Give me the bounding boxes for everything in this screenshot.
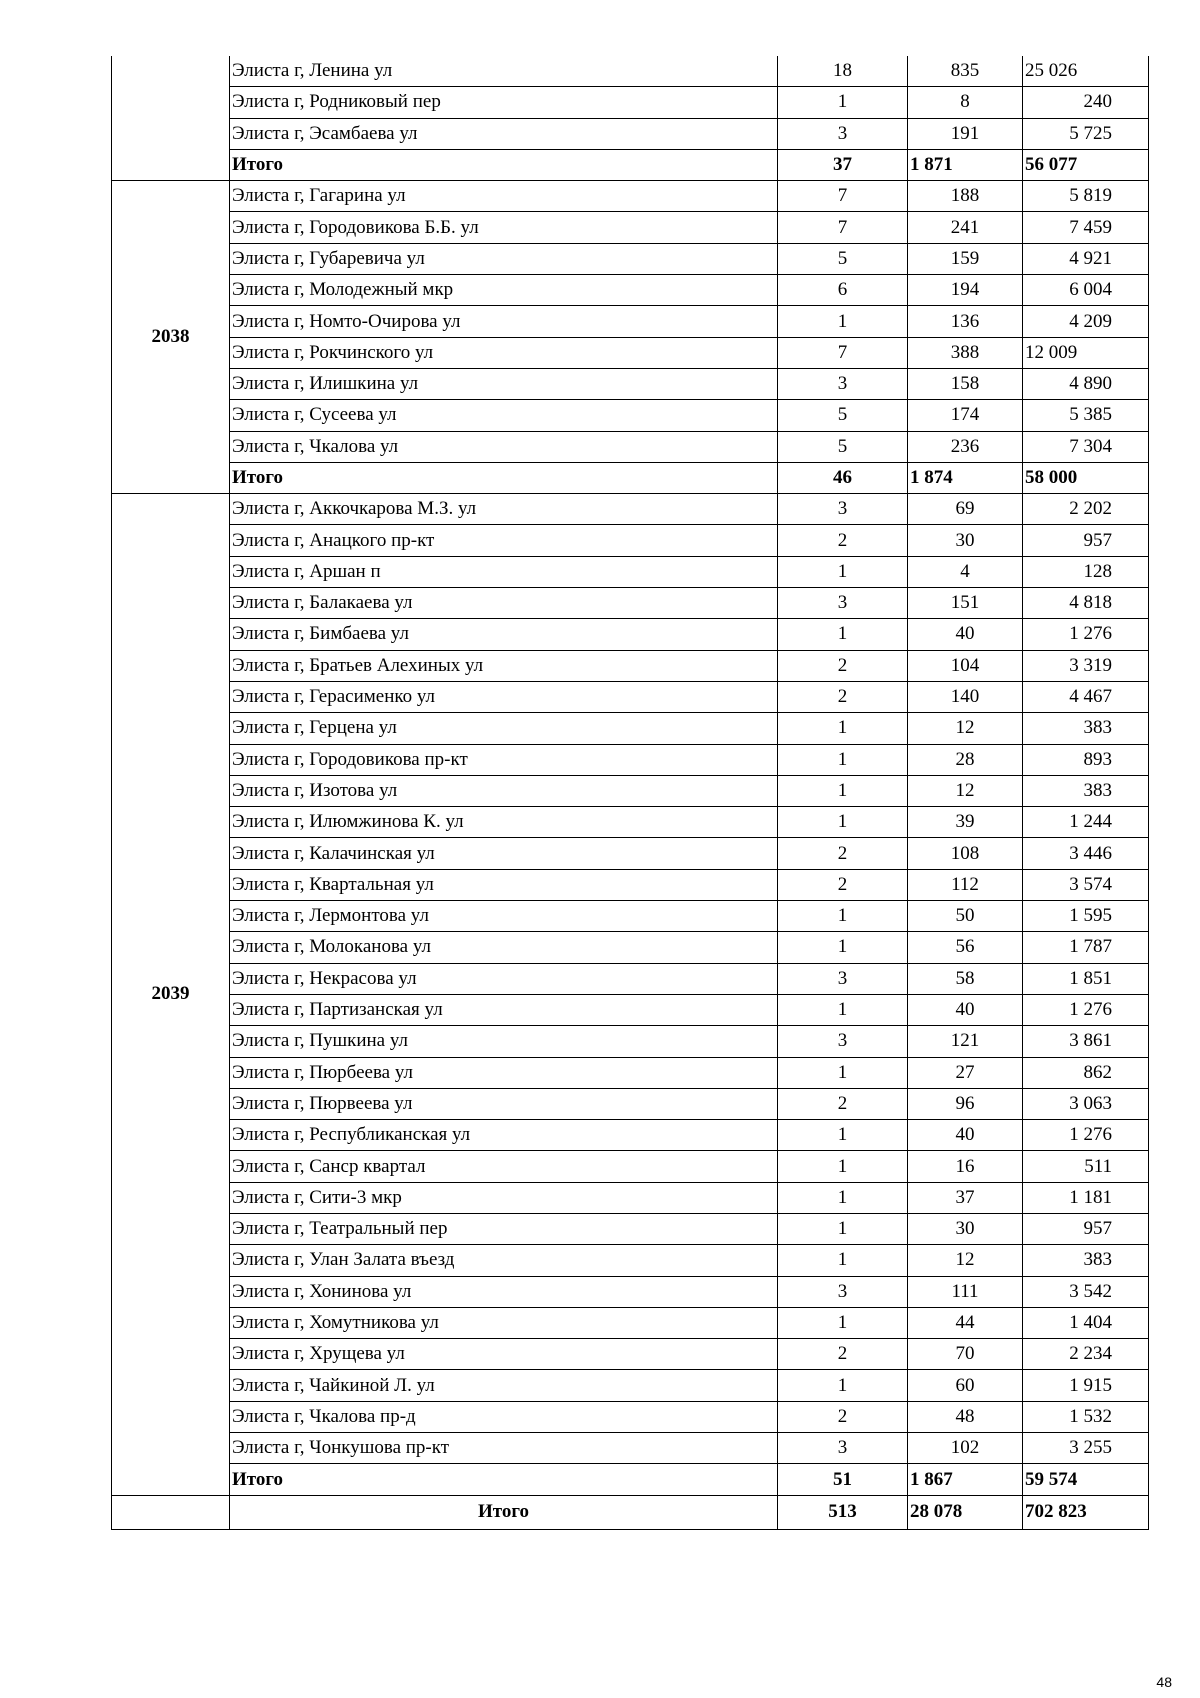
address-cell: Элиста г, Сити-3 мкр [230, 1182, 778, 1213]
value-cell: 151 [908, 588, 1023, 619]
amount-cell: 240 [1023, 87, 1149, 118]
count-cell: 2 [778, 525, 908, 556]
value-cell: 28 [908, 744, 1023, 775]
value-cell: 112 [908, 869, 1023, 900]
amount-cell: 4 209 [1023, 306, 1149, 337]
count-cell: 3 [778, 1276, 908, 1307]
table-row [112, 1370, 1149, 1401]
count-cell: 3 [778, 118, 908, 149]
subtotal-amount: 56 077 [1023, 149, 1149, 180]
amount-cell: 1 851 [1023, 963, 1149, 994]
value-cell: 835 [908, 56, 1023, 87]
address-cell: Элиста г, Городовикова пр-кт [230, 744, 778, 775]
count-cell: 1 [778, 1057, 908, 1088]
value-cell: 12 [908, 775, 1023, 806]
address-cell: Элиста г, Хрущева ул [230, 1339, 778, 1370]
value-cell: 174 [908, 400, 1023, 431]
count-cell: 1 [778, 1151, 908, 1182]
value-cell: 102 [908, 1433, 1023, 1464]
value-cell: 44 [908, 1307, 1023, 1338]
amount-cell: 1 181 [1023, 1182, 1149, 1213]
grand-total-value: 28 078 [908, 1495, 1023, 1529]
table-row [112, 619, 1149, 650]
amount-cell: 383 [1023, 713, 1149, 744]
value-cell: 12 [908, 1245, 1023, 1276]
address-cell: Элиста г, Санср квартал [230, 1151, 778, 1182]
subtotal-value: 1 867 [908, 1464, 1023, 1495]
address-cell: Элиста г, Городовикова Б.Б. ул [230, 212, 778, 243]
amount-cell: 3 861 [1023, 1026, 1149, 1057]
address-cell: Элиста г, Илюмжинова К. ул [230, 807, 778, 838]
count-cell: 7 [778, 181, 908, 212]
address-cell: Элиста г, Пюрвеева ул [230, 1088, 778, 1119]
amount-cell: 2 234 [1023, 1339, 1149, 1370]
count-cell: 3 [778, 1433, 908, 1464]
value-cell: 48 [908, 1401, 1023, 1432]
count-cell: 7 [778, 212, 908, 243]
table-row [112, 1307, 1149, 1338]
address-cell: Элиста г, Номто-Очирова ул [230, 306, 778, 337]
amount-cell: 1 276 [1023, 994, 1149, 1025]
value-cell: 56 [908, 932, 1023, 963]
count-cell: 2 [778, 681, 908, 712]
value-cell: 70 [908, 1339, 1023, 1370]
amount-cell: 1 404 [1023, 1307, 1149, 1338]
count-cell: 18 [778, 56, 908, 87]
table-row [112, 1213, 1149, 1244]
table-row [112, 212, 1149, 243]
value-cell: 191 [908, 118, 1023, 149]
value-cell: 158 [908, 368, 1023, 399]
table-row [112, 368, 1149, 399]
subtotal-row [112, 149, 1149, 180]
table-row [112, 1401, 1149, 1432]
table-row [112, 1182, 1149, 1213]
address-cell: Элиста г, Родниковый пер [230, 87, 778, 118]
count-cell: 3 [778, 588, 908, 619]
count-cell: 2 [778, 1401, 908, 1432]
amount-cell: 3 063 [1023, 1088, 1149, 1119]
amount-cell: 1 595 [1023, 901, 1149, 932]
address-cell: Элиста г, Герасименко ул [230, 681, 778, 712]
count-cell: 1 [778, 744, 908, 775]
amount-cell: 3 255 [1023, 1433, 1149, 1464]
year-cell [112, 56, 230, 181]
address-cell: Элиста г, Чонкушова пр-кт [230, 1433, 778, 1464]
value-cell: 40 [908, 1120, 1023, 1151]
grand-total-empty [112, 1495, 230, 1529]
value-cell: 37 [908, 1182, 1023, 1213]
amount-cell: 3 446 [1023, 838, 1149, 869]
count-cell: 5 [778, 431, 908, 462]
count-cell: 3 [778, 963, 908, 994]
count-cell: 1 [778, 713, 908, 744]
amount-cell: 1 276 [1023, 619, 1149, 650]
subtotal-label: Итого [230, 1464, 778, 1495]
table-row [112, 306, 1149, 337]
address-cell: Элиста г, Ленина ул [230, 56, 778, 87]
count-cell: 1 [778, 1213, 908, 1244]
amount-cell: 4 890 [1023, 368, 1149, 399]
table-row [112, 337, 1149, 368]
table-row [112, 1057, 1149, 1088]
value-cell: 121 [908, 1026, 1023, 1057]
count-cell: 2 [778, 838, 908, 869]
count-cell: 1 [778, 306, 908, 337]
amount-cell: 12 009 [1023, 337, 1149, 368]
table-row [112, 87, 1149, 118]
count-cell: 1 [778, 932, 908, 963]
count-cell: 2 [778, 650, 908, 681]
value-cell: 30 [908, 525, 1023, 556]
amount-cell: 1 276 [1023, 1120, 1149, 1151]
table-row [112, 431, 1149, 462]
table-row [112, 932, 1149, 963]
address-cell: Элиста г, Губаревича ул [230, 243, 778, 274]
amount-cell: 1 532 [1023, 1401, 1149, 1432]
count-cell: 1 [778, 556, 908, 587]
subtotal-label: Итого [230, 149, 778, 180]
count-cell: 1 [778, 1182, 908, 1213]
value-cell: 241 [908, 212, 1023, 243]
address-cell: Элиста г, Рокчинского ул [230, 337, 778, 368]
address-table [111, 56, 1149, 1530]
table-row [112, 869, 1149, 900]
table-row [112, 525, 1149, 556]
amount-cell: 1 787 [1023, 932, 1149, 963]
count-cell: 7 [778, 337, 908, 368]
value-cell: 4 [908, 556, 1023, 587]
table-row [112, 713, 1149, 744]
count-cell: 1 [778, 619, 908, 650]
value-cell: 27 [908, 1057, 1023, 1088]
count-cell: 5 [778, 243, 908, 274]
value-cell: 140 [908, 681, 1023, 712]
address-cell: Элиста г, Некрасова ул [230, 963, 778, 994]
address-cell: Элиста г, Изотова ул [230, 775, 778, 806]
grand-total-row [112, 1495, 1149, 1529]
table-row [112, 494, 1149, 525]
amount-cell: 893 [1023, 744, 1149, 775]
address-cell: Элиста г, Балакаева ул [230, 588, 778, 619]
address-cell: Элиста г, Молоканова ул [230, 932, 778, 963]
value-cell: 8 [908, 87, 1023, 118]
value-cell: 50 [908, 901, 1023, 932]
address-cell: Элиста г, Чкалова ул [230, 431, 778, 462]
address-cell: Элиста г, Аккочкарова М.З. ул [230, 494, 778, 525]
value-cell: 39 [908, 807, 1023, 838]
page-number: 48 [1156, 1674, 1172, 1690]
amount-cell: 6 004 [1023, 275, 1149, 306]
count-cell: 1 [778, 994, 908, 1025]
subtotal-row [112, 1464, 1149, 1495]
amount-cell: 5 819 [1023, 181, 1149, 212]
subtotal-amount: 59 574 [1023, 1464, 1149, 1495]
address-cell: Элиста г, Пушкина ул [230, 1026, 778, 1057]
value-cell: 40 [908, 994, 1023, 1025]
amount-cell: 1 244 [1023, 807, 1149, 838]
value-cell: 104 [908, 650, 1023, 681]
address-cell: Элиста г, Эсамбаева ул [230, 118, 778, 149]
table-row [112, 556, 1149, 587]
address-cell: Элиста г, Сусеева ул [230, 400, 778, 431]
count-cell: 2 [778, 1339, 908, 1370]
address-cell: Элиста г, Герцена ул [230, 713, 778, 744]
table-row [112, 243, 1149, 274]
grand-total-count: 513 [778, 1495, 908, 1529]
table-row [112, 1120, 1149, 1151]
count-cell: 5 [778, 400, 908, 431]
table-row [112, 650, 1149, 681]
table-row [112, 681, 1149, 712]
table-row [112, 1433, 1149, 1464]
table-body [112, 56, 1149, 1529]
table-row [112, 275, 1149, 306]
value-cell: 136 [908, 306, 1023, 337]
value-cell: 159 [908, 243, 1023, 274]
amount-cell: 511 [1023, 1151, 1149, 1182]
count-cell: 2 [778, 1088, 908, 1119]
amount-cell: 3 319 [1023, 650, 1149, 681]
address-cell: Элиста г, Чайкиной Л. ул [230, 1370, 778, 1401]
address-cell: Элиста г, Бимбаева ул [230, 619, 778, 650]
subtotal-row [112, 462, 1149, 493]
value-cell: 40 [908, 619, 1023, 650]
address-cell: Элиста г, Илишкина ул [230, 368, 778, 399]
amount-cell: 862 [1023, 1057, 1149, 1088]
count-cell: 1 [778, 1120, 908, 1151]
amount-cell: 383 [1023, 775, 1149, 806]
value-cell: 108 [908, 838, 1023, 869]
value-cell: 111 [908, 1276, 1023, 1307]
table-row [112, 1276, 1149, 1307]
table-row [112, 994, 1149, 1025]
address-cell: Элиста г, Гагарина ул [230, 181, 778, 212]
address-cell: Элиста г, Театральный пер [230, 1213, 778, 1244]
table-row [112, 901, 1149, 932]
address-cell: Элиста г, Хонинова ул [230, 1276, 778, 1307]
year-cell: 2038 [112, 181, 230, 494]
count-cell: 2 [778, 869, 908, 900]
table-row [112, 400, 1149, 431]
value-cell: 69 [908, 494, 1023, 525]
address-cell: Элиста г, Квартальная ул [230, 869, 778, 900]
amount-cell: 4 818 [1023, 588, 1149, 619]
subtotal-value: 1 871 [908, 149, 1023, 180]
subtotal-count: 37 [778, 149, 908, 180]
subtotal-count: 46 [778, 462, 908, 493]
count-cell: 1 [778, 775, 908, 806]
amount-cell: 957 [1023, 1213, 1149, 1244]
count-cell: 3 [778, 368, 908, 399]
value-cell: 30 [908, 1213, 1023, 1244]
subtotal-amount: 58 000 [1023, 462, 1149, 493]
year-cell: 2039 [112, 494, 230, 1496]
table-row [112, 1151, 1149, 1182]
address-cell: Элиста г, Анацкого пр-кт [230, 525, 778, 556]
table-row [112, 963, 1149, 994]
table-row [112, 744, 1149, 775]
table-row [112, 807, 1149, 838]
amount-cell: 4 467 [1023, 681, 1149, 712]
address-cell: Элиста г, Партизанская ул [230, 994, 778, 1025]
table-row [112, 588, 1149, 619]
address-cell: Элиста г, Республиканская ул [230, 1120, 778, 1151]
amount-cell: 4 921 [1023, 243, 1149, 274]
table-row [112, 775, 1149, 806]
value-cell: 60 [908, 1370, 1023, 1401]
table-row [112, 1245, 1149, 1276]
table-row [112, 1088, 1149, 1119]
table-row [112, 838, 1149, 869]
count-cell: 6 [778, 275, 908, 306]
count-cell: 1 [778, 807, 908, 838]
grand-total-label: Итого [230, 1495, 778, 1529]
value-cell: 96 [908, 1088, 1023, 1119]
address-cell: Элиста г, Аршан п [230, 556, 778, 587]
table-row [112, 181, 1149, 212]
value-cell: 236 [908, 431, 1023, 462]
amount-cell: 128 [1023, 556, 1149, 587]
address-cell: Элиста г, Молодежный мкр [230, 275, 778, 306]
amount-cell: 7 459 [1023, 212, 1149, 243]
address-cell: Элиста г, Чкалова пр-д [230, 1401, 778, 1432]
count-cell: 3 [778, 1026, 908, 1057]
value-cell: 388 [908, 337, 1023, 368]
table-row [112, 118, 1149, 149]
table-row [112, 1339, 1149, 1370]
subtotal-value: 1 874 [908, 462, 1023, 493]
count-cell: 1 [778, 1245, 908, 1276]
amount-cell: 5 725 [1023, 118, 1149, 149]
address-cell: Элиста г, Лермонтова ул [230, 901, 778, 932]
table-row [112, 56, 1149, 87]
amount-cell: 3 574 [1023, 869, 1149, 900]
amount-cell: 957 [1023, 525, 1149, 556]
amount-cell: 25 026 [1023, 56, 1149, 87]
count-cell: 1 [778, 87, 908, 118]
table-row [112, 1026, 1149, 1057]
amount-cell: 5 385 [1023, 400, 1149, 431]
value-cell: 58 [908, 963, 1023, 994]
count-cell: 1 [778, 901, 908, 932]
value-cell: 16 [908, 1151, 1023, 1182]
value-cell: 188 [908, 181, 1023, 212]
amount-cell: 1 915 [1023, 1370, 1149, 1401]
grand-total-amount: 702 823 [1023, 1495, 1149, 1529]
value-cell: 194 [908, 275, 1023, 306]
address-cell: Элиста г, Хомутникова ул [230, 1307, 778, 1338]
amount-cell: 7 304 [1023, 431, 1149, 462]
address-cell: Элиста г, Братьев Алехиных ул [230, 650, 778, 681]
amount-cell: 3 542 [1023, 1276, 1149, 1307]
count-cell: 3 [778, 494, 908, 525]
value-cell: 12 [908, 713, 1023, 744]
count-cell: 1 [778, 1307, 908, 1338]
address-cell: Элиста г, Улан Залата въезд [230, 1245, 778, 1276]
subtotal-count: 51 [778, 1464, 908, 1495]
address-cell: Элиста г, Пюрбеева ул [230, 1057, 778, 1088]
amount-cell: 2 202 [1023, 494, 1149, 525]
amount-cell: 383 [1023, 1245, 1149, 1276]
address-cell: Элиста г, Калачинская ул [230, 838, 778, 869]
subtotal-label: Итого [230, 462, 778, 493]
count-cell: 1 [778, 1370, 908, 1401]
